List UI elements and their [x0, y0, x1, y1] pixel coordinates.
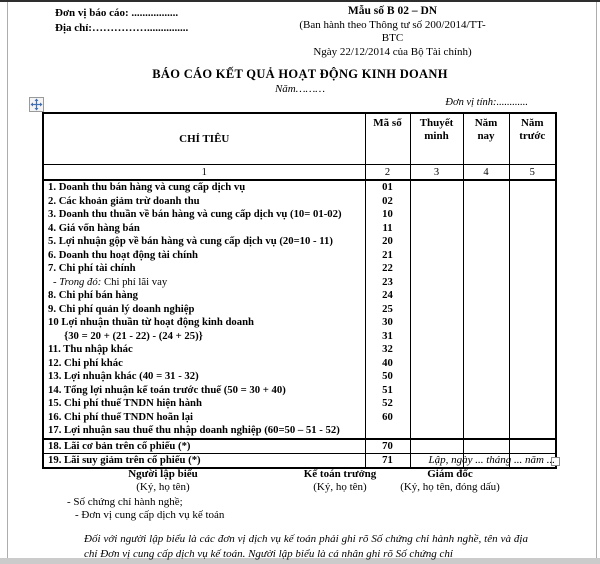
col-index-3: 3: [410, 165, 463, 181]
code-value: 32: [382, 343, 393, 355]
col-index-2: 2: [365, 165, 410, 181]
indicator-line: 9. Chi phí quản lý doanh nghiệp: [48, 302, 195, 315]
income-statement-table: [42, 112, 557, 469]
indicator-line: 1. Doanh thu bán hàng và cung cấp dịch vụ: [48, 181, 246, 193]
col-header-thuyet-minh: Thuyết minh: [410, 113, 463, 165]
code-value: 51: [382, 383, 393, 396]
code-value: 24: [382, 289, 393, 301]
form-issuance-line1: (Ban hành theo Thông tư số 200/2014/TT-: [299, 18, 486, 31]
form-number: Mẫu số B 02 – DN: [347, 5, 438, 17]
code-value: 50: [382, 370, 393, 382]
code-value: 23: [382, 275, 393, 288]
code-value: 22: [382, 262, 393, 274]
col-header-nam-nay: Năm nay: [463, 113, 509, 165]
code-value: 10: [382, 208, 393, 220]
report-title: BÁO CÁO KẾT QUẢ HOẠT ĐỘNG KINH DOANH: [152, 67, 448, 81]
code-value: 01: [382, 181, 393, 193]
form-issuance-date: Ngày 22/12/2014 của Bộ Tài chính): [313, 45, 472, 58]
director-sub: (Ký, họ tên, đóng dấu): [400, 481, 500, 493]
indicator-line: 18. Lãi cơ bản trên cổ phiếu (*): [43, 439, 365, 454]
col-index-4: 4: [463, 165, 509, 181]
thuyet-minh-value-cell[interactable]: [410, 439, 463, 454]
indicator-line: 15. Chi phí thuế TNDN hiện hành: [48, 397, 202, 409]
indicator-subline: [44, 276, 365, 290]
indicator-line: 10 Lợi nhuận thuần từ hoạt động kinh doanh: [48, 316, 254, 328]
code-value: 20: [382, 235, 393, 247]
indicator-line: 7. Chi phí tài chính: [48, 262, 136, 274]
reporting-unit-block: [55, 6, 188, 36]
reporting-unit-field[interactable]: Đơn vị báo cáo: .................: [55, 7, 179, 19]
indicator-formula-line: {30 = 20 + (21 - 22) - (24 + 25)}: [64, 329, 203, 342]
code-value: 21: [382, 248, 393, 261]
maker-title: Người lập biểu: [128, 468, 198, 480]
code-value: 31: [382, 329, 393, 342]
four-way-arrow-icon: [30, 98, 43, 111]
indicator-line: 19. Lãi suy giảm trên cổ phiếu (*): [43, 453, 365, 468]
nam-truoc-values-cell[interactable]: [509, 180, 556, 439]
director-title: Giám đốc: [427, 468, 473, 480]
code-value: 11: [382, 221, 393, 234]
col-header-chi-tieu: CHỈ TIÊU: [43, 113, 365, 165]
code-value: 40: [382, 356, 393, 369]
signature-block-director: [400, 468, 500, 494]
indicator-line: 6. Doanh thu hoạt động tài chính: [48, 248, 198, 261]
code-value: 71: [365, 453, 410, 468]
address-field[interactable]: Địa chỉ:……………...............: [55, 22, 189, 34]
signature-block-chief-accountant: [304, 468, 377, 494]
form-issuance-line2: BTC: [381, 32, 404, 44]
indicator-line: 5. Lợi nhuận gộp về bán hàng và cung cấp dịch vụ (20=10 - 11): [48, 235, 333, 247]
indicator-subline-prefix: - Trong đó:: [53, 275, 102, 288]
maker-sub: (Ký, họ tên): [136, 481, 190, 493]
currency-unit-field[interactable]: Đơn vị tính:............: [445, 97, 528, 108]
indicator-line: 4. Giá vốn hàng bán: [48, 221, 140, 234]
nam-nay-values-cell[interactable]: [463, 180, 509, 439]
indicator-line: 8. Chi phí bán hàng: [48, 289, 138, 301]
indicator-subline-text: Chi phí lãi vay: [103, 275, 168, 288]
indicator-line: 13. Lợi nhuận khác (40 = 31 - 32): [48, 370, 199, 382]
table-header-row: [43, 113, 556, 165]
col-index-1: 1: [43, 165, 365, 181]
code-value: 25: [382, 302, 393, 315]
indicator-line: 2. Các khoản giảm trừ doanh thu: [48, 194, 200, 207]
indicator-line: 12. Chi phí khác: [48, 356, 123, 369]
signature-block-maker: [128, 468, 198, 494]
column-index-row: [43, 165, 556, 181]
maker-note-1: - Số chứng chỉ hành nghề;: [67, 496, 183, 508]
table-body-row: [43, 180, 556, 439]
table-row: [43, 439, 556, 454]
code-column: [365, 180, 410, 439]
thuyet-minh-values-cell[interactable]: [410, 180, 463, 439]
chief-accountant-title: Kế toán trưởng: [303, 468, 377, 480]
nam-nay-value-cell[interactable]: [463, 439, 509, 454]
code-value: 60: [382, 410, 393, 423]
code-value: 02: [382, 194, 393, 207]
code-value: 52: [382, 397, 393, 409]
indicator-line: 16. Chi phí thuế TNDN hoãn lại: [48, 410, 194, 423]
page-top-border: [0, 0, 600, 2]
code-value: 30: [382, 316, 393, 328]
form-number-block: [270, 5, 515, 59]
chief-accountant-sub: (Ký, họ tên): [313, 481, 367, 493]
code-value: 70: [365, 439, 410, 454]
col-index-5: 5: [509, 165, 556, 181]
indicator-line: 17. Lợi nhuận sau thuế thu nhập doanh nghiệp (60=50 – 51 - 52): [48, 424, 340, 436]
maker-note-2: - Đơn vị cung cấp dịch vụ kế toán: [75, 509, 225, 521]
year-field[interactable]: Năm………: [274, 83, 326, 95]
indicator-column: [43, 180, 365, 439]
footnote-text: Đối với người lập biểu là các đơn vị dịch vụ kế toán phải ghi rõ Số chứng chỉ hành nghề, tên và địa chỉ Đơn vị cung cấp dịch vụ kế toán. Người lập biểu là cá nhân ghi rõ Số chứng chỉ: [84, 533, 528, 560]
col-header-nam-truoc: Năm trước: [509, 113, 556, 165]
signing-date-line[interactable]: Lập, ngày ... tháng ... năm ...: [428, 454, 555, 466]
indicator-line: 3. Doanh thu thuần về bán hàng và cung cấp dịch vụ (10= 01-02): [48, 208, 342, 220]
indicator-line: 11. Thu nhập khác: [48, 343, 133, 355]
nam-truoc-value-cell[interactable]: [509, 439, 556, 454]
col-header-ma-so: Mã số: [365, 113, 410, 165]
indicator-line: 14. Tổng lợi nhuận kế toán trước thuế (50 = 30 + 40): [48, 383, 286, 396]
table-move-handle-icon[interactable]: [29, 97, 44, 112]
